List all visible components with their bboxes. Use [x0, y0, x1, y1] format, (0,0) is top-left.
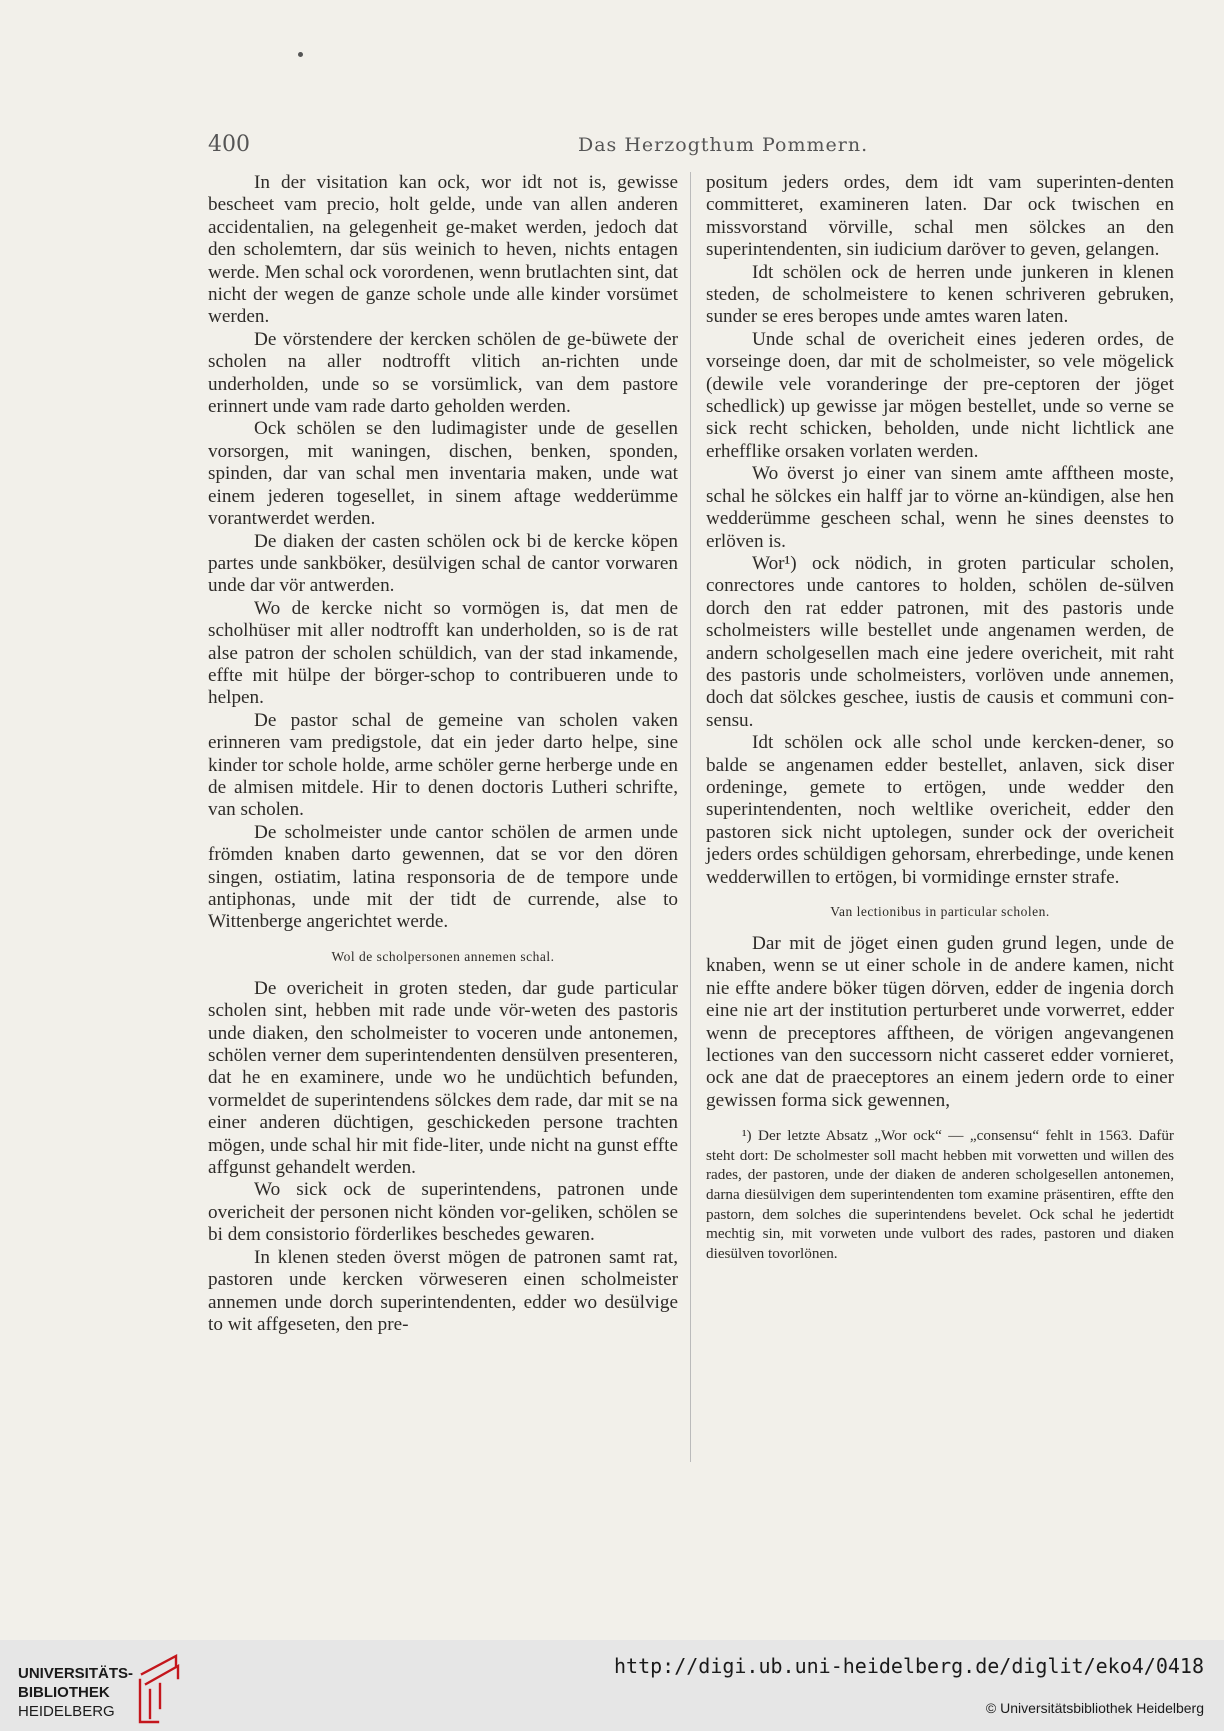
column-divider [690, 172, 691, 1462]
paragraph: De vörstendere der kercken schölen de ge-büwete der scholen na aller nodtrofft vlitich an-richten unde underholden, unde so se vorsümlick, van dem pastore erinnert unde vam rade darto geholden werden. [208, 328, 678, 418]
left-column [208, 172, 678, 1336]
paragraph: Unde schal de overicheit eines jederen ordes, de vorseinge doen, dar mit de scholmeister, so vele mögelick (dewile vele voranderinge der pre-ceptoren der jöget schedlick) up gewisse jar mögen bestellet, unde so verne se sick recht schicken, beholden, unde nicht lichtlick ane erhefflike orsaken vorlaten werden. [706, 328, 1174, 462]
paragraph: De pastor schal de gemeine van scholen vaken erinneren vam predigstole, dat ein jeder darto helpe, sine kinder tor schole holde, arme schöler gerne herberge unde en de almisen mitdele. Hir to denen doctoris Lutheri schrifte, van scholen. [208, 709, 678, 821]
logo-wordmark [18, 1664, 133, 1721]
paragraph: In klenen steden överst mögen de patronen samt rat, pastoren unde kercken vörweseren einen scholmeister annemen unde dorch superintendenten, edder wo desülvige to wit affgeseten, den pre- [208, 1246, 678, 1335]
page-number: 400 [208, 132, 250, 157]
copyright-notice: © Universitätsbibliothek Heidelberg [985, 1700, 1204, 1716]
running-title: Das Herzogthum Pommern. [578, 134, 869, 156]
university-library-logo [18, 1644, 213, 1730]
paragraph: Wo sick ock de superintendens, patronen unde overicheit der personen nicht könden vor-geliken, schölen se bi dem consistorio förderlikes beschedes gewaren. [208, 1179, 678, 1246]
paragraph: Wor¹) ock nödich, in groten particular scholen, conrectores unde cantores to holden, schölen de-sülven dorch den rat edder patronen, mit des pastoris unde scholmeisters wille bestellet unde angenamen werden, de andern scholgesellen mach eine jedere overicheit, mit raht des pastoris unde scholmeisters, vorlöven unde annemen, doch dat sölckes geschee, iustis de causis et communi con-sensu. [706, 552, 1174, 731]
section-heading: Wol de scholpersonen annemen schal. [331, 948, 555, 964]
logo-line-3: HEIDELBERG [18, 1703, 115, 1720]
paragraph: De diaken der casten schölen ock bi de kercke köpen partes unde sankböker, desülvigen schal de cantor vorwaren unde dar vör antwerden. [208, 530, 678, 597]
paragraph: Ock schölen se den ludimagister unde de gesellen vorsorgen, mit waningen, dischen, benken, sponden, spinden, dar van schal men inventaria maken, unde wat einem jederen togesellet, in sinem aftage wedderümme vorantwerdet werden. [208, 418, 678, 530]
paragraph: Wo överst jo einer van sinem amte afftheen moste, schal he sölckes ein halff jar to vörne an-kündigen, alse hen wedderümme gescheen schal, wenn he sines deenstes to erlöven is. [706, 463, 1174, 552]
ink-speck [298, 52, 303, 57]
right-column [706, 172, 1174, 1263]
paragraph: De scholmeister unde cantor schölen de armen unde frömden knaben darto gewennen, dat se vor den dören singen, ostiatim, latina responsoria de de tempore unde antiphonas, unde mit der tidt de currende, alse to Wittenberge angerichtet werde. [208, 821, 678, 933]
logo-line-2: BIBLIOTHEK [18, 1684, 110, 1701]
paragraph: De overicheit in groten steden, dar gude particular scholen sint, hebben mit rade unde vör-weten des pastoris unde diaken, den scholmeister to voceren unde antonemen, schölen verner dem superintendenten densülven presenteren, dat he en examinere, unde wo he undüchtich befunden, vormeldet de superintendens sölckes dem rade, dar mit se na einer anderen düchtigen, geschickeden persone trachten mögen, unde schal hir mit fide-liter, unde nicht na gunst effte affgunst gehandelt werden. [208, 977, 678, 1179]
page-header [208, 132, 1216, 162]
paragraph: In der visitation kan ock, wor idt not is, gewisse bescheet vam precio, holt gelde, unde van allen anderen accidentalien, na gelegenheit ge-maket werden, jedoch dat den scholemtern, dar süs weinich to heven, nichts entagen werde. Men schal ock vorordenen, wenn brutlachten sint, dat nicht der wegen de ganze schole unde alle kinder vorsümet werden. [208, 172, 678, 328]
footnote: ¹) Der letzte Absatz „Wor ock“ — „consensu“ fehlt in 1563. Dafür steht dort: De scholmester soll macht hebben mit vorwetten und willen des rades, der pastoren, unde der diaken de anderen scholgesellen antonemen, darna diesülvigen dem superintendenten tom examine präsentiren, effte den pastorn, dem solches die superintendens bevelet. Ock schal he jedertidt mechtig sin, mit vorweten unde vulbort des rades, pastoren und diaken diesülven tovorlönen. [706, 1127, 1174, 1262]
paragraph: Idt schölen ock de herren unde junkeren in klenen steden, de scholmeistere to kenen schriveren gebruken, sunder se eres beropes unde amtes waren laten. [706, 261, 1174, 328]
permalink-url[interactable]: http://digi.ub.uni-heidelberg.de/diglit/eko4/0418 [613, 1654, 1204, 1678]
section-heading: Van lectionibus in particular scholen. [830, 904, 1050, 919]
paragraph: Dar mit de jöget einen guden grund legen, unde de knaben, wenn se ut einer schole in de andere kamen, nicht nie effte andere böker tügen dörven, edder de ingenia dorch eine nie art der institution perturberet unde vorwerret, edder wenn de preceptores afftheen, de vörigen angevangenen lectiones van den successorn nicht casseret edder vornieret, ock ane dat de praeceptores an einem jedern orde to einer gewissen forma sick gewennen, [706, 933, 1174, 1111]
paragraph: Idt schölen ock alle schol unde kercken-dener, so balde se angenamen edder bestellet, anlaven, sick diser ordeninge, gemete to ertögen, unde wedder den superintendenten, noch weltlike overicheit, edder den pastoren sick nicht uptolegen, sunder ock der overicheit jeders ordes schüldigen gehorsam, ehrerbedinge, unde kenen wedderwillen to ertögen, bi vormidinge ernster strafe. [706, 732, 1174, 888]
paragraph: positum jeders ordes, dem idt vam superinten-denten committeret, examineren laten. Dar ock twischen en missvorstand vörville, schal men sölckes an den superintendenten, sin iudicium daröver to geven, gelangen. [706, 172, 1174, 261]
paragraph: Wo de kercke nicht so vormögen is, dat men de scholhüser mit aller nodtrofft kan underholden, so is de rat alse patron der scholen schüldich, van der stad inkamende, effte mit hülpe der börger-schop to contribueren unde to helpen. [208, 597, 678, 709]
logo-line-1: UNIVERSITÄTS- [18, 1665, 134, 1682]
